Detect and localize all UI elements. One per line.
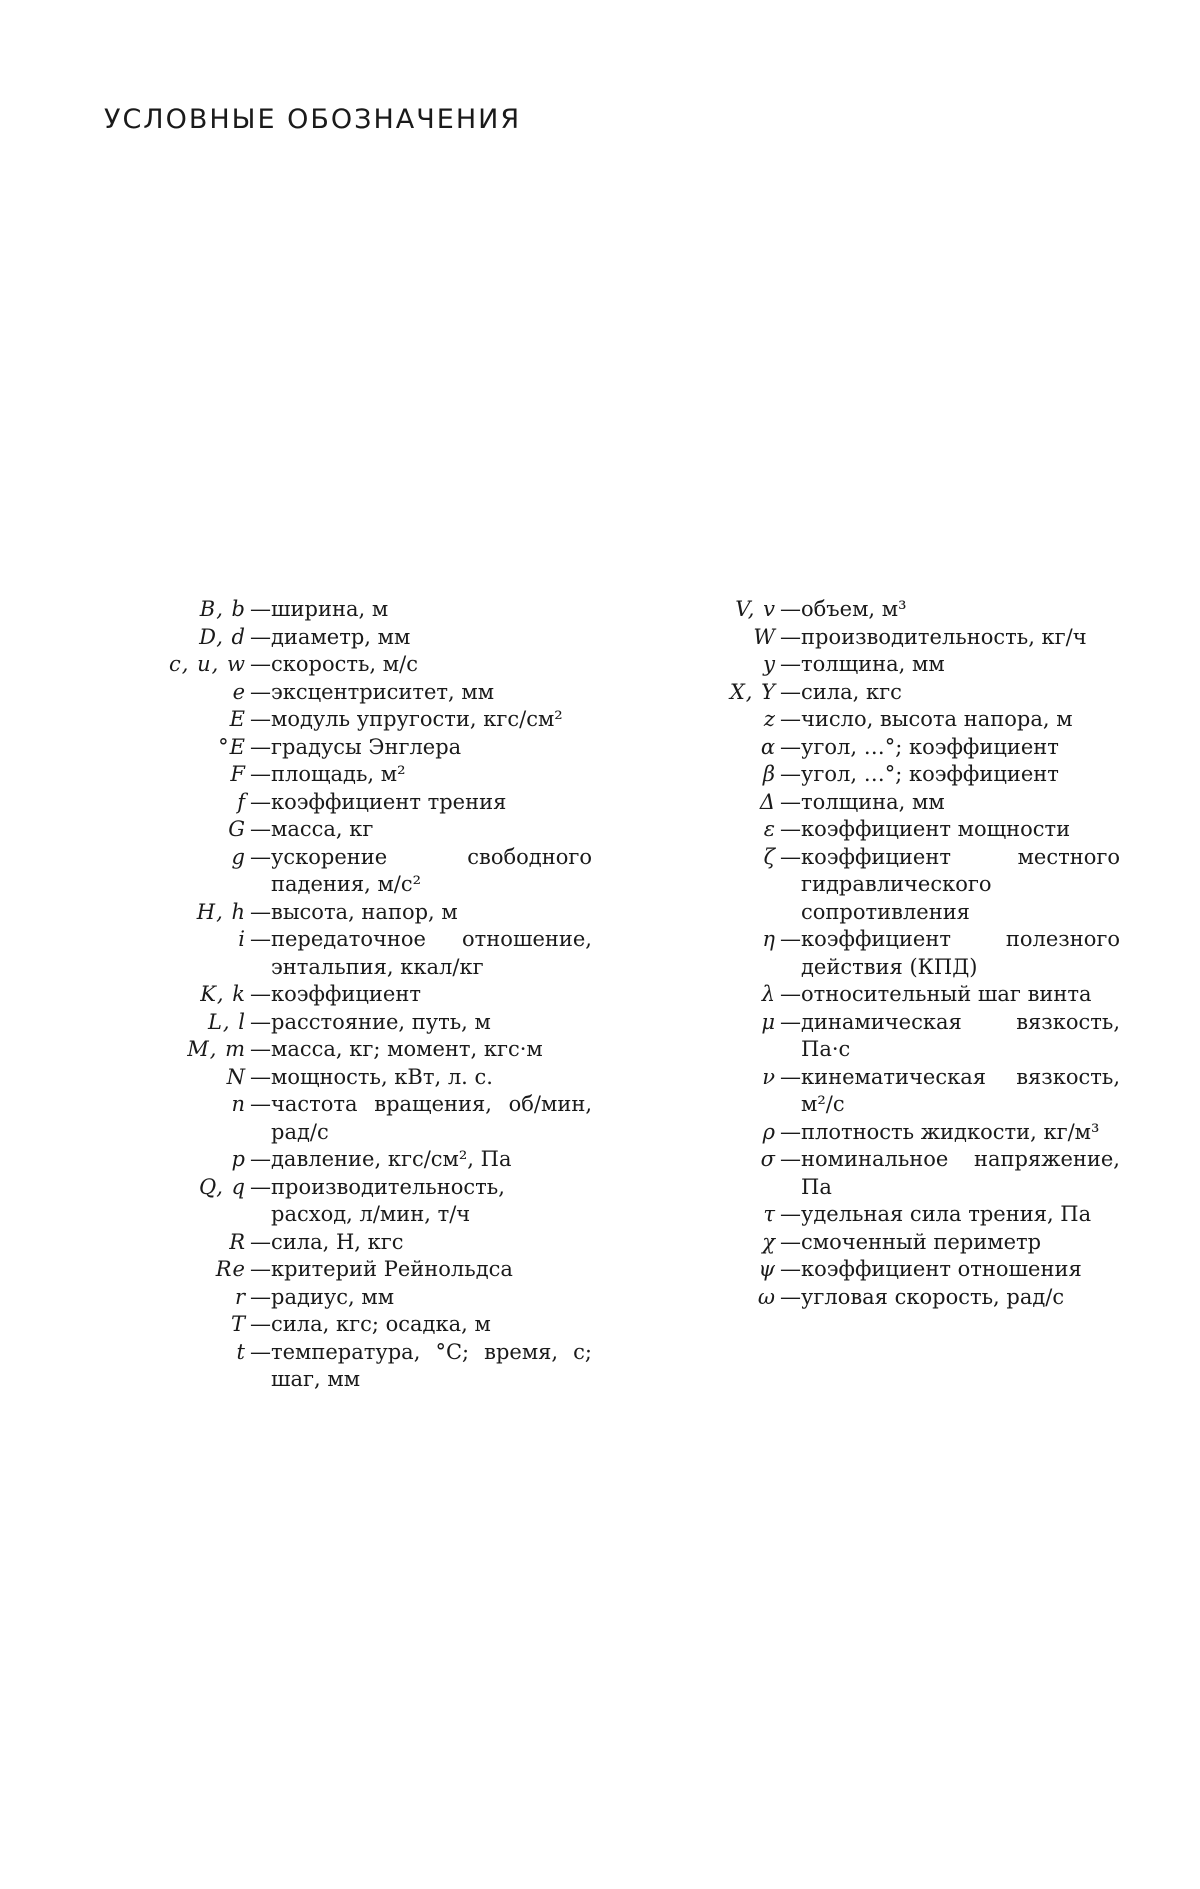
- dash: —: [780, 789, 801, 814]
- description: масса, кг; момент, кгс·м: [271, 1037, 543, 1061]
- description: угол, …°; коэффициент: [801, 762, 1059, 786]
- symbol: ρ: [762, 1119, 776, 1144]
- symbols-list-right: [660, 596, 1120, 1311]
- symbol: ζ: [763, 844, 776, 869]
- symbol: n: [231, 1092, 246, 1116]
- symbol: σ: [760, 1147, 776, 1171]
- description: передаточное отношение, энтальпия, ккал/кг: [271, 927, 592, 979]
- symbol: τ: [763, 1202, 776, 1226]
- list-item: [660, 734, 1120, 762]
- symbol: G: [228, 817, 246, 841]
- symbol: Q, q: [199, 1174, 246, 1199]
- list-item: [660, 1009, 1120, 1064]
- symbol: ψ: [758, 1257, 776, 1281]
- symbol: D, d: [199, 624, 246, 649]
- description: масса, кг: [271, 817, 374, 841]
- description: кинематическая вязкость, м²/с: [801, 1064, 1120, 1116]
- description: высота, напор, м: [271, 899, 458, 924]
- symbol: T: [230, 1312, 246, 1336]
- dash: —: [250, 1092, 271, 1116]
- dash: —: [250, 624, 271, 649]
- symbol: g: [231, 844, 246, 869]
- description: коэффициент отношения: [801, 1257, 1082, 1281]
- description: угол, …°; коэффициент: [801, 734, 1059, 759]
- dash: —: [250, 1284, 271, 1309]
- list-item: [660, 761, 1120, 789]
- list-item: [100, 1064, 592, 1092]
- list-item: [660, 844, 1120, 927]
- dash: —: [250, 762, 271, 786]
- dash: —: [250, 652, 271, 676]
- dash: —: [780, 1064, 801, 1089]
- symbol: t: [236, 1339, 246, 1364]
- description: толщина, мм: [801, 652, 945, 676]
- dash: —: [780, 1284, 801, 1309]
- dash: —: [250, 982, 271, 1006]
- list-item: [660, 1201, 1120, 1229]
- description: радиус, мм: [271, 1284, 395, 1309]
- symbol: e: [232, 679, 246, 704]
- list-item: [660, 679, 1120, 707]
- dash: —: [780, 734, 801, 759]
- description: смоченный периметр: [801, 1229, 1042, 1254]
- description: мощность, кВт, л. с.: [271, 1064, 493, 1089]
- dash: —: [780, 707, 801, 731]
- description: коэффициент мощности: [801, 817, 1071, 841]
- list-item: [100, 1009, 592, 1037]
- dash: —: [250, 1174, 271, 1199]
- description: номинальное напряжение, Па: [801, 1147, 1120, 1199]
- dash: —: [780, 927, 801, 951]
- list-item: [660, 1284, 1120, 1312]
- list-item: [660, 1256, 1120, 1284]
- description: частота вращения, об/мин, рад/с: [271, 1092, 592, 1144]
- list-item: [660, 926, 1120, 981]
- list-item: [660, 816, 1120, 844]
- symbol: η: [762, 927, 776, 951]
- symbol: p: [231, 1147, 246, 1171]
- list-item: [660, 1064, 1120, 1119]
- list-item: [660, 1119, 1120, 1147]
- list-item: [100, 734, 592, 762]
- description: коэффициент полезного действия (КПД): [801, 927, 1120, 979]
- symbol: W: [753, 624, 776, 649]
- dash: —: [250, 1064, 271, 1089]
- list-item: [100, 1311, 592, 1339]
- description: угловая скорость, рад/с: [801, 1284, 1065, 1309]
- symbol: E: [229, 707, 246, 731]
- symbol: Re: [215, 1257, 246, 1281]
- description: температура, °С; время, с; шаг, мм: [271, 1339, 592, 1391]
- list-item: [660, 1146, 1120, 1201]
- description: расстояние, путь, м: [271, 1009, 491, 1034]
- list-item: [660, 651, 1120, 679]
- dash: —: [780, 762, 801, 786]
- dash: —: [780, 1229, 801, 1254]
- dash: —: [780, 1119, 801, 1144]
- description: коэффициент трения: [271, 789, 507, 814]
- dash: —: [250, 1339, 271, 1364]
- description: диаметр, мм: [271, 624, 411, 649]
- symbol: H, h: [196, 899, 246, 924]
- dash: —: [250, 789, 271, 814]
- symbol: ν: [762, 1064, 776, 1089]
- symbol: y: [763, 652, 776, 676]
- list-item: [100, 596, 592, 624]
- symbol: M, m: [187, 1037, 246, 1061]
- description: коэффициент местного гидравлического сопротивления: [801, 844, 1120, 924]
- list-item: [100, 789, 592, 817]
- dash: —: [250, 597, 271, 621]
- list-item: [100, 899, 592, 927]
- symbol: μ: [761, 1009, 776, 1034]
- list-item: [100, 1146, 592, 1174]
- description: толщина, мм: [801, 789, 945, 814]
- symbol: r: [234, 1284, 246, 1309]
- description: площадь, м²: [271, 762, 406, 786]
- list-item: [100, 1339, 592, 1394]
- description: производительность, кг/ч: [801, 624, 1087, 649]
- symbol: λ: [761, 982, 776, 1006]
- dash: —: [780, 1257, 801, 1281]
- list-item: [100, 1091, 592, 1146]
- description: производительность, расход, л/мин, т/ч: [271, 1174, 505, 1226]
- dash: —: [250, 1229, 271, 1254]
- dash: —: [250, 679, 271, 704]
- list-item: [100, 679, 592, 707]
- symbol: K, k: [200, 982, 246, 1006]
- dash: —: [250, 844, 271, 869]
- list-item: [100, 1174, 592, 1229]
- description: число, высота напора, м: [801, 707, 1073, 731]
- dash: —: [250, 707, 271, 731]
- symbol: F: [230, 762, 246, 786]
- symbol: β: [762, 762, 776, 786]
- description: динамическая вязкость, Па·с: [801, 1009, 1120, 1061]
- description: плотность жидкости, кг/м³: [801, 1119, 1100, 1144]
- description: эксцентриситет, мм: [271, 679, 495, 704]
- list-item: [100, 844, 592, 899]
- description: ускорение свободного падения, м/с²: [271, 844, 592, 896]
- dash: —: [250, 817, 271, 841]
- description: скорость, м/с: [271, 652, 418, 676]
- description: критерий Рейнольдса: [271, 1257, 513, 1281]
- list-item: [100, 1229, 592, 1257]
- dash: —: [250, 1147, 271, 1171]
- list-item: [660, 624, 1120, 652]
- list-item: [100, 1036, 592, 1064]
- list-item: [660, 789, 1120, 817]
- list-item: [660, 981, 1120, 1009]
- description: удельная сила трения, Па: [801, 1202, 1092, 1226]
- description: сила, кгс; осадка, м: [271, 1312, 491, 1336]
- dash: —: [780, 982, 801, 1006]
- list-item: [100, 706, 592, 734]
- list-item: [100, 624, 592, 652]
- description: сила, кгс: [801, 679, 902, 704]
- symbol: V, v: [735, 597, 776, 621]
- dash: —: [250, 1037, 271, 1061]
- list-item: [100, 761, 592, 789]
- dash: —: [780, 597, 801, 621]
- symbol: L, l: [207, 1009, 246, 1034]
- description: коэффициент: [271, 982, 421, 1006]
- dash: —: [780, 652, 801, 676]
- list-item: [100, 926, 592, 981]
- dash: —: [250, 1312, 271, 1336]
- list-item: [660, 596, 1120, 624]
- list-item: [100, 816, 592, 844]
- symbol: z: [763, 707, 776, 731]
- dash: —: [250, 734, 271, 759]
- dash: —: [780, 817, 801, 841]
- dash: —: [780, 624, 801, 649]
- list-item: [100, 1256, 592, 1284]
- list-item: [660, 1229, 1120, 1257]
- description: градусы Энглера: [271, 734, 462, 759]
- list-item: [100, 981, 592, 1009]
- dash: —: [250, 927, 271, 951]
- symbol: B, b: [199, 597, 246, 621]
- symbol: c, u, w: [169, 652, 246, 676]
- symbol: f: [237, 789, 246, 814]
- symbol: R: [229, 1229, 246, 1254]
- list-item: [660, 706, 1120, 734]
- symbol: α: [760, 734, 776, 759]
- dash: —: [780, 1202, 801, 1226]
- symbol: X, Y: [729, 679, 776, 704]
- symbols-list-left: [100, 596, 592, 1394]
- description: модуль упругости, кгс/см²: [271, 707, 563, 731]
- description: давление, кгс/см², Па: [271, 1147, 512, 1171]
- description: относительный шаг винта: [801, 982, 1092, 1006]
- list-item: [100, 651, 592, 679]
- symbol: i: [238, 927, 246, 951]
- symbol: °E: [218, 734, 246, 759]
- symbol: N: [226, 1064, 246, 1089]
- dash: —: [250, 899, 271, 924]
- page-title: УСЛОВНЫЕ ОБОЗНАЧЕНИЯ: [104, 104, 522, 135]
- description: сила, Н, кгс: [271, 1229, 404, 1254]
- description: объем, м³: [801, 597, 907, 621]
- dash: —: [250, 1009, 271, 1034]
- symbol: Δ: [759, 789, 776, 814]
- description: ширина, м: [271, 597, 389, 621]
- symbol: χ: [762, 1229, 776, 1254]
- list-item: [100, 1284, 592, 1312]
- symbol: ε: [763, 817, 776, 841]
- dash: —: [780, 1009, 801, 1034]
- dash: —: [780, 679, 801, 704]
- symbol: ω: [757, 1284, 776, 1309]
- dash: —: [780, 844, 801, 869]
- dash: —: [780, 1147, 801, 1171]
- dash: —: [250, 1257, 271, 1281]
